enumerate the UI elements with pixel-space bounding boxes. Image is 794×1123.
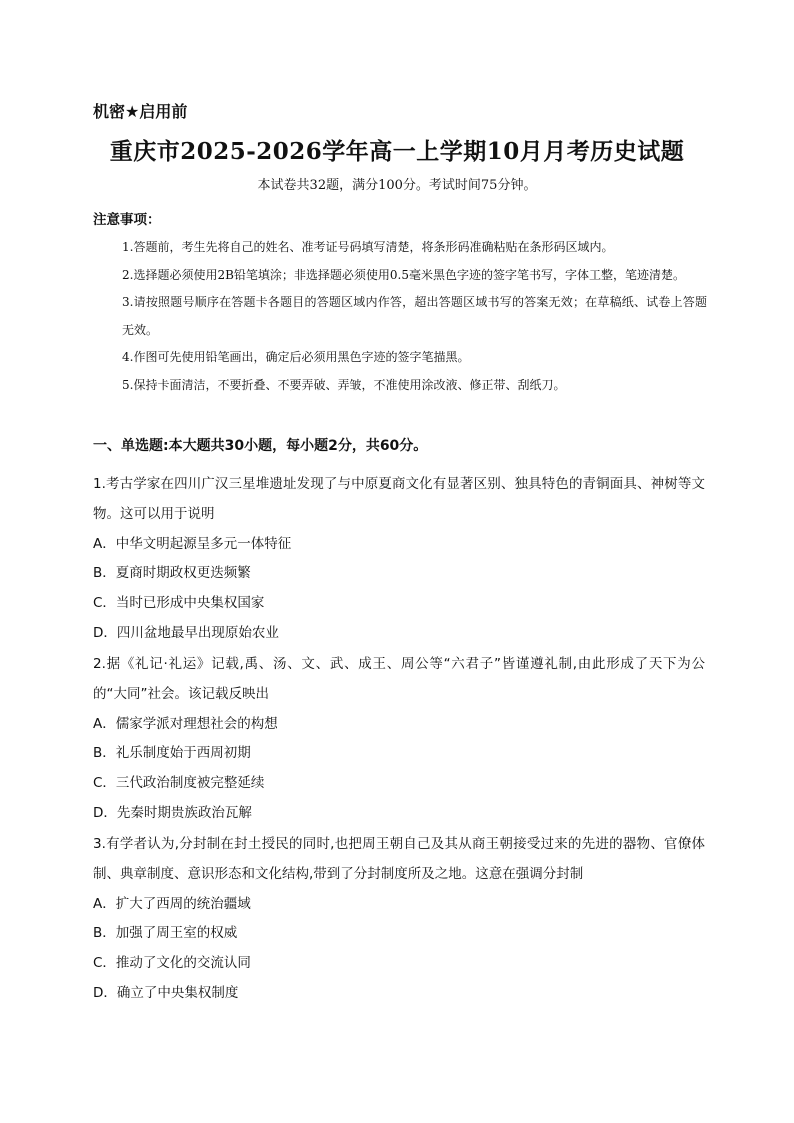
option-c: C．三代政治制度被完整延续 (93, 775, 265, 792)
notice-item: 2.选择题必须使用2B铅笔填涂；非选择题必须使用0.5毫米黑色字迹的签字笔书写，字体工整，笔迹清楚。 (122, 267, 685, 282)
option-c: C．推动了文化的交流认同 (93, 955, 251, 972)
exam-info: 本试卷共32题，满分100分。考试时间75分钟。 (257, 178, 537, 193)
section-heading: 一、单选题:本大题共30小题，每小题2分，共60分。 (93, 438, 428, 454)
confidential-label: 机密★启用前 (93, 102, 188, 121)
notice-item: 3.请按照题号顺序在答题卡各题目的答题区域内作答，超出答题区域书写的答案无效；在草稿纸、试卷上答题无效。 (122, 295, 707, 337)
page-title: 重庆市2025-2026学年高一上学期10月月考历史试题 (109, 138, 685, 165)
notice-heading: 注意事项： (93, 212, 161, 228)
option-a: A．儒家学派对理想社会的构想 (93, 715, 278, 732)
question-2 (93, 650, 705, 829)
option-a: A．中华文明起源呈多元一体特征 (93, 535, 292, 552)
question-3 (93, 830, 705, 1009)
notice-item: 4.作图可先使用铅笔画出，确定后必须用黑色字迹的签字笔描黑。 (122, 350, 470, 365)
notice-item: 5.保持卡面清洁，不要折叠、不要弄破、弄皱，不准使用涂改液、修正带、刮纸刀。 (122, 377, 566, 392)
question-1 (93, 470, 705, 649)
notice-list (122, 234, 707, 400)
option-d: D．先秦时期贵族政治瓦解 (93, 804, 252, 821)
option-b: B．礼乐制度始于西周初期 (93, 745, 251, 762)
question-stem: 2.据《礼记·礼运》记载,禹、汤、文、武、成王、周公等“六君子”皆谨遵礼制,由此形成了天下为公的“大同”社会。该记载反映出 (93, 656, 705, 702)
question-stem: 1.考古学家在四川广汉三星堆遗址发现了与中原夏商文化有显著区别、独具特色的青铜面具、神树等文物。这可以用于说明 (93, 476, 705, 522)
option-b: B．加强了周王室的权威 (93, 925, 238, 942)
notice-item: 1.答题前，考生先将自己的姓名、准考证号码填写清楚，将条形码准确粘贴在条形码区域内。 (122, 240, 614, 254)
option-c: C．当时已形成中央集权国家 (93, 595, 265, 612)
option-d: D．四川盆地最早出现原始农业 (93, 624, 279, 641)
option-a: A．扩大了西周的统治疆域 (93, 895, 251, 912)
option-d: D．确立了中央集权制度 (93, 984, 239, 1001)
question-stem: 3.有学者认为,分封制在封土授民的同时,也把周王朝自己及其从商王朝接受过来的先进的器物、官僚体制、典章制度、意识形态和文化结构,带到了分封制度所及之地。这意在强调分封制 (93, 836, 705, 882)
option-b: B．夏商时期政权更迭频繁 (93, 565, 251, 582)
